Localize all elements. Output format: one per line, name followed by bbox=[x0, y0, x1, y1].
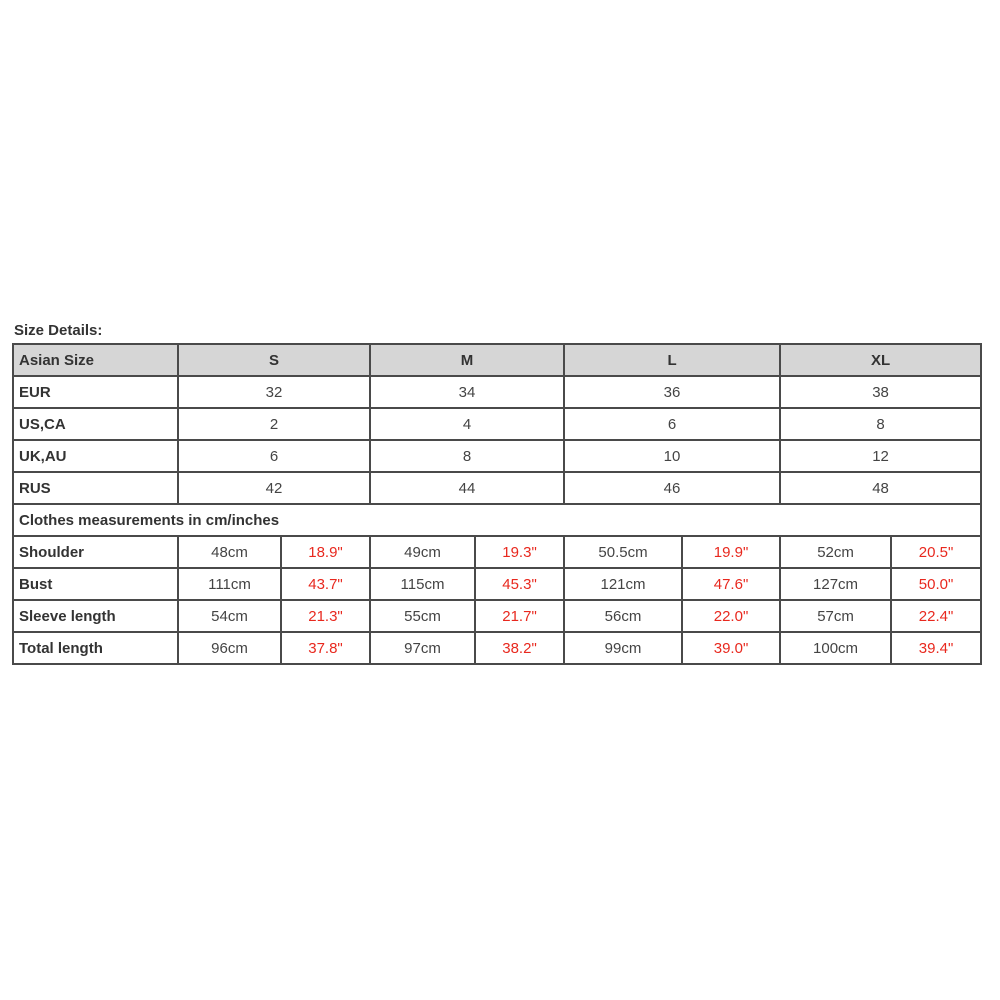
measurement-row-shoulder bbox=[13, 536, 981, 568]
cm-cell: 48cm bbox=[178, 536, 281, 568]
measurements-section-title: Clothes measurements in cm/inches bbox=[13, 504, 981, 536]
row-label: Total length bbox=[13, 632, 178, 664]
inch-cell: 43.7" bbox=[281, 568, 370, 600]
size-header-l: L bbox=[564, 344, 780, 376]
table-cell: 8 bbox=[780, 408, 981, 440]
cm-cell: 49cm bbox=[370, 536, 475, 568]
cm-cell: 111cm bbox=[178, 568, 281, 600]
row-label: EUR bbox=[13, 376, 178, 408]
inch-cell: 22.0" bbox=[682, 600, 780, 632]
cm-cell: 115cm bbox=[370, 568, 475, 600]
table-cell: 42 bbox=[178, 472, 370, 504]
inch-cell: 39.4" bbox=[891, 632, 981, 664]
size-details-title: Size Details: bbox=[14, 322, 103, 339]
cm-cell: 99cm bbox=[564, 632, 682, 664]
table-cell: 6 bbox=[564, 408, 780, 440]
inch-cell: 21.7" bbox=[475, 600, 564, 632]
inch-cell: 21.3" bbox=[281, 600, 370, 632]
row-label: Shoulder bbox=[13, 536, 178, 568]
table-cell: 48 bbox=[780, 472, 981, 504]
table-cell: 4 bbox=[370, 408, 564, 440]
inch-cell: 38.2" bbox=[475, 632, 564, 664]
row-label: US,CA bbox=[13, 408, 178, 440]
cm-cell: 50.5cm bbox=[564, 536, 682, 568]
table-cell: 36 bbox=[564, 376, 780, 408]
measurement-row-sleeve-length bbox=[13, 600, 981, 632]
size-header-row bbox=[13, 344, 981, 376]
size-header-s: S bbox=[178, 344, 370, 376]
row-label: RUS bbox=[13, 472, 178, 504]
conversion-row-eur bbox=[13, 376, 981, 408]
inch-cell: 22.4" bbox=[891, 600, 981, 632]
cm-cell: 127cm bbox=[780, 568, 891, 600]
measurement-row-bust bbox=[13, 568, 981, 600]
table-cell: 46 bbox=[564, 472, 780, 504]
conversion-row-us-ca bbox=[13, 408, 981, 440]
measurement-row-total-length bbox=[13, 632, 981, 664]
inch-cell: 20.5" bbox=[891, 536, 981, 568]
conversion-row-uk-au bbox=[13, 440, 981, 472]
inch-cell: 39.0" bbox=[682, 632, 780, 664]
conversion-row-rus bbox=[13, 472, 981, 504]
inch-cell: 37.8" bbox=[281, 632, 370, 664]
table-cell: 6 bbox=[178, 440, 370, 472]
asian-size-label: Asian Size bbox=[13, 344, 178, 376]
cm-cell: 97cm bbox=[370, 632, 475, 664]
measurements-section-row bbox=[13, 504, 981, 536]
cm-cell: 55cm bbox=[370, 600, 475, 632]
cm-cell: 57cm bbox=[780, 600, 891, 632]
table-cell: 8 bbox=[370, 440, 564, 472]
table-cell: 12 bbox=[780, 440, 981, 472]
inch-cell: 47.6" bbox=[682, 568, 780, 600]
table-cell: 34 bbox=[370, 376, 564, 408]
table-cell: 2 bbox=[178, 408, 370, 440]
table-cell: 10 bbox=[564, 440, 780, 472]
inch-cell: 18.9" bbox=[281, 536, 370, 568]
size-header-xl: XL bbox=[780, 344, 981, 376]
cm-cell: 52cm bbox=[780, 536, 891, 568]
size-header-m: M bbox=[370, 344, 564, 376]
cm-cell: 96cm bbox=[178, 632, 281, 664]
inch-cell: 50.0" bbox=[891, 568, 981, 600]
table-cell: 44 bbox=[370, 472, 564, 504]
cm-cell: 54cm bbox=[178, 600, 281, 632]
row-label: Sleeve length bbox=[13, 600, 178, 632]
cm-cell: 100cm bbox=[780, 632, 891, 664]
row-label: UK,AU bbox=[13, 440, 178, 472]
inch-cell: 45.3" bbox=[475, 568, 564, 600]
inch-cell: 19.3" bbox=[475, 536, 564, 568]
row-label: Bust bbox=[13, 568, 178, 600]
table-cell: 38 bbox=[780, 376, 981, 408]
size-chart-table bbox=[12, 343, 982, 665]
cm-cell: 56cm bbox=[564, 600, 682, 632]
table-cell: 32 bbox=[178, 376, 370, 408]
inch-cell: 19.9" bbox=[682, 536, 780, 568]
cm-cell: 121cm bbox=[564, 568, 682, 600]
